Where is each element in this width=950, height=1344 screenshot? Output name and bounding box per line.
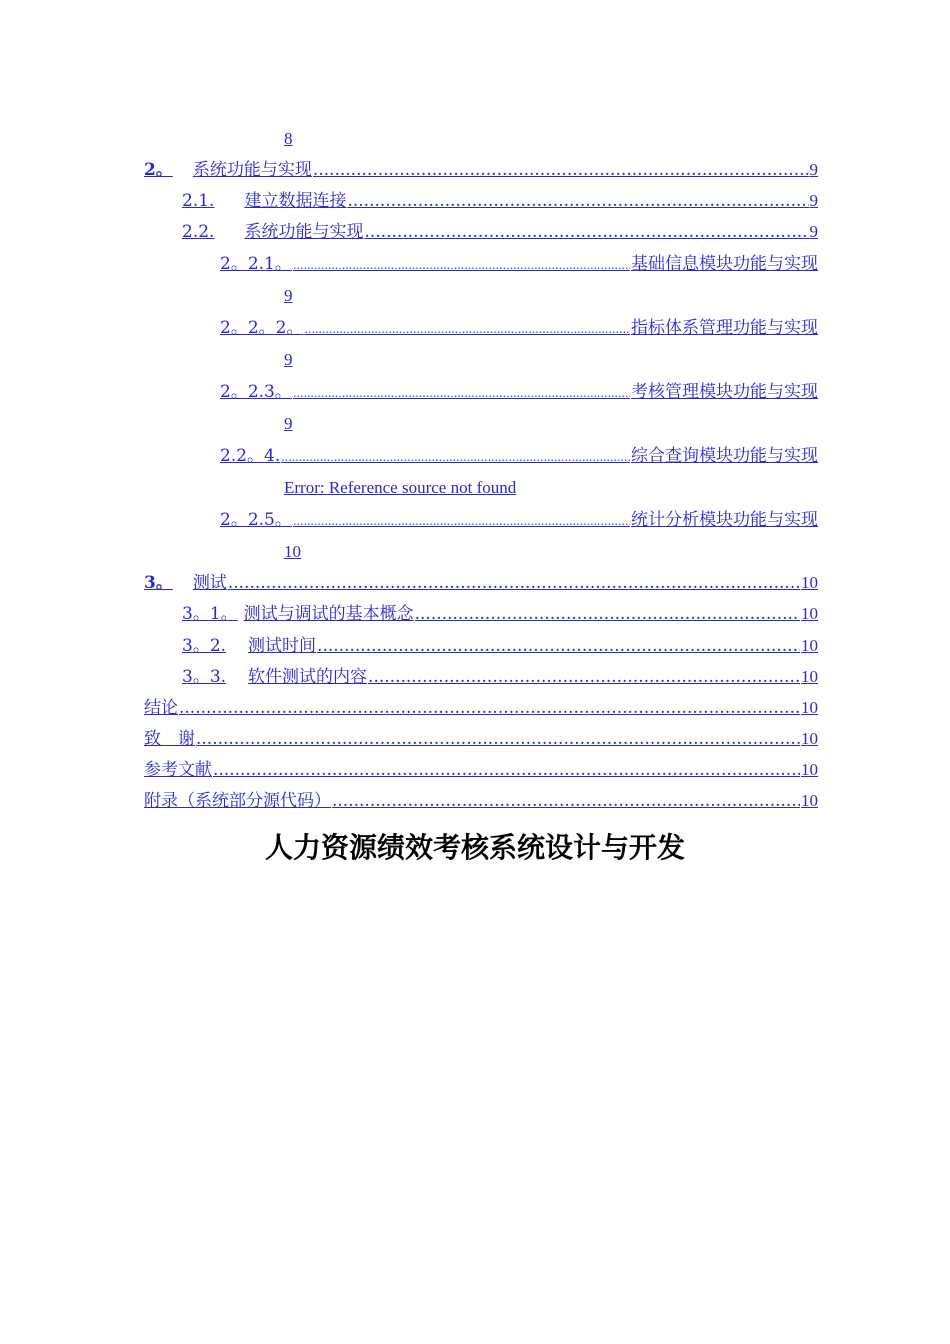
toc-entry-2-2[interactable] (182, 220, 818, 244)
toc-leader-dots (304, 318, 630, 342)
toc-entry-title: 指标体系管理功能与实现 (631, 318, 818, 338)
toc-entry-2-2-4[interactable] (220, 444, 818, 468)
toc-leader-dots (415, 602, 800, 626)
toc-entry-title: 测试时间 (248, 636, 317, 656)
toc-leader-dots (196, 727, 800, 751)
toc-page-number: Error: Reference source not found (284, 478, 517, 497)
toc-leader-dots (317, 634, 800, 658)
toc-entry-title: 综合查询模块功能与实现 (631, 446, 818, 466)
toc-leader-dots (228, 571, 800, 595)
toc-leader-dots (293, 510, 630, 534)
toc-entry-title: 建立数据连接 (244, 191, 347, 211)
toc-leader-dots (179, 696, 800, 720)
toc-leader-dots (293, 382, 630, 406)
toc-continuation-page[interactable] (220, 284, 293, 308)
toc-page-number: 9 (809, 191, 818, 210)
toc-page-number: 10 (284, 542, 301, 561)
toc-entry-number: 2。2.3。 (220, 382, 292, 402)
toc-leader-dots (313, 158, 809, 182)
toc-leader-dots (364, 220, 808, 244)
toc-page-number: 10 (801, 667, 818, 686)
toc-entry-3-1[interactable] (182, 602, 818, 626)
toc-continuation-page[interactable] (220, 540, 301, 564)
toc-entry-title: 统计分析模块功能与实现 (631, 510, 818, 530)
toc-page-number: 9 (809, 222, 818, 241)
toc-entry-number: 2。2.1。 (220, 254, 292, 274)
toc-entry-2-2-1[interactable] (220, 252, 818, 276)
toc-entry-title: 系统功能与实现 (244, 222, 364, 242)
toc-leader-dots (281, 446, 630, 470)
toc-entry-number: 2.1. (182, 191, 215, 211)
toc-page-number: 8 (284, 129, 293, 148)
toc-entry-number: 3。2. (182, 636, 227, 656)
toc-continuation-page[interactable] (220, 127, 293, 151)
toc-continuation-page[interactable] (220, 412, 293, 436)
toc-leader-dots (347, 189, 808, 213)
toc-entry-title: 软件测试的内容 (248, 667, 368, 687)
toc-entry-title: 系统功能与实现 (192, 160, 312, 180)
toc-page-number: 10 (801, 729, 818, 748)
toc-entry-number: 3。1。 (182, 604, 238, 624)
toc-leader-dots (293, 254, 630, 278)
toc-entry-number: 2。 (144, 160, 173, 180)
toc-entry-2-2-3[interactable] (220, 380, 818, 404)
toc-page-number: 10 (801, 573, 818, 592)
toc-page-number: 10 (801, 636, 818, 655)
toc-leader-dots (332, 789, 800, 813)
toc-entry-number: 3。3. (182, 667, 227, 687)
toc-page-number: 10 (801, 791, 818, 810)
toc-entry-title: 附录（系统部分源代码） (144, 791, 331, 811)
toc-entry-title: 考核管理模块功能与实现 (631, 382, 818, 402)
toc-entry-title: 测试 (192, 573, 227, 593)
toc-continuation-page[interactable] (220, 348, 293, 372)
toc-page-number: 9 (809, 160, 818, 179)
toc-entry-number: 3。 (144, 573, 173, 593)
toc-entry-number: 2.2。4. (220, 446, 281, 466)
toc-entry-2-2-2[interactable] (220, 316, 818, 340)
toc-leader-dots (213, 758, 800, 782)
toc-page-number: 10 (801, 604, 818, 623)
toc-entry-title: 基础信息模块功能与实现 (631, 254, 818, 274)
toc-leader-dots (368, 665, 800, 689)
toc-entry-title: 结论 (144, 698, 178, 718)
toc-page-number: 9 (284, 286, 293, 305)
toc-entry-number: 2。2。2。 (220, 318, 304, 338)
toc-entry-title: 致 谢 (144, 729, 195, 749)
document-title: 人力资源绩效考核系统设计与开发 (264, 831, 685, 864)
toc-entry-references[interactable] (144, 758, 818, 782)
toc-entry-title: 测试与调试的基本概念 (243, 604, 414, 624)
toc-page-number: 10 (801, 760, 818, 779)
toc-entry-number: 2。2.5。 (220, 510, 292, 530)
toc-entry-2-2-5[interactable] (220, 508, 818, 532)
toc-entry-appendix[interactable] (144, 789, 818, 813)
toc-page-number: 9 (284, 414, 293, 433)
toc-entry-2-1[interactable] (182, 189, 818, 213)
toc-entry-conclusion[interactable] (144, 696, 818, 720)
toc-entry-chapter-2[interactable] (144, 158, 818, 182)
toc-entry-title: 参考文献 (144, 760, 212, 780)
toc-continuation-page[interactable] (220, 476, 516, 500)
toc-entry-chapter-3[interactable] (144, 571, 818, 595)
toc-page-number: 10 (801, 698, 818, 717)
toc-entry-acknowledgements[interactable] (144, 727, 818, 751)
toc-entry-number: 2.2. (182, 222, 215, 242)
toc-entry-3-3[interactable] (182, 665, 818, 689)
toc-page-number: 9 (284, 350, 293, 369)
toc-entry-3-2[interactable] (182, 634, 818, 658)
